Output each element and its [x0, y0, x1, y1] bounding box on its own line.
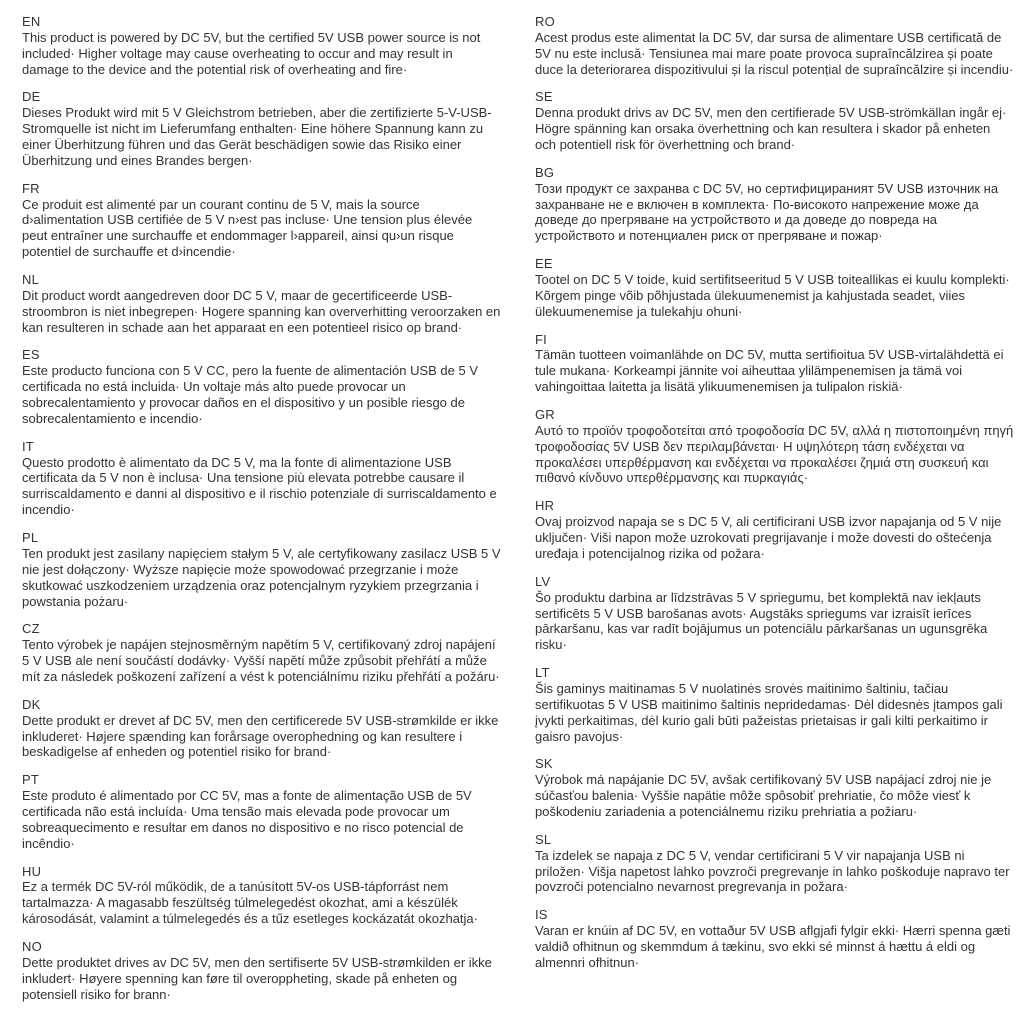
language-text: Denna produkt drivs av DC 5V, men den certifierade 5V USB-strömkällan ingår ej· Högre spänning kan orsaka överhettning och kan resultera i skador på enheten och potentiell risk för överhettning och brand· — [535, 105, 1007, 153]
language-section — [22, 772, 501, 851]
language-code: HU — [22, 863, 42, 879]
language-text: Varan er knúin af DC 5V, en vottaður 5V USB aflgjafi fylgir ekki· Hærri spenna gæti valdið ofhitnun og skemmdum á tækinu, svo ekki sé minnst á hættu á eldi og almennri ofhitnun· — [535, 923, 1011, 970]
language-section — [22, 530, 501, 609]
language-text: Dette produktet drives av DC 5V, men den sertifiserte 5V USB-strømkilden er ikke inkludert· Høyere spenning kan føre til overoppheting, skade på enheten og potensiell risiko for brann· — [22, 954, 492, 1002]
language-section — [22, 272, 501, 335]
language-code: PL — [22, 530, 39, 546]
language-section — [22, 347, 501, 426]
language-text: Questo prodotto è alimentato da DC 5 V, ma la fonte di alimentazione USB certificata da 5 V non è inclusa· Una tensione più elevata potrebbe causare il surriscaldamento e danni al dispositivo e il rischio potenziale di surriscaldamento e incendio· — [22, 454, 497, 518]
language-section — [22, 181, 501, 260]
language-text: Този продукт се захранва с DC 5V, но сертифицираният 5V USB източник на захранване не е включен в комплекта· По-високото напрежение може да доведе до прегряване на устройството и да доведе до повреда на устройството и потенциален риск от прегряване и пожар· — [535, 180, 999, 244]
language-code: FI — [535, 331, 547, 347]
language-section — [22, 14, 501, 77]
language-section — [22, 697, 501, 760]
language-text: Dieses Produkt wird mit 5 V Gleichstrom betrieben, aber die zertifizierte 5-V-USB-Stromquelle ist nicht im Lieferumfang enthalten· Eine höhere Spannung kann zu einer Überhitzung führen und das Gerät beschädigen sowie das Risiko einer Überhitzung und eines Brandes bergen· — [22, 105, 492, 168]
language-section — [22, 864, 501, 927]
language-text: Ez a termék DC 5V-ról működik, de a tanúsított 5V-os USB-tápforrást nem tartalmazza· A magasabb feszültség túlmelegedést okozhat, ami a készülék károsodását, valamint a túlmelegedés és a tűz esetleges kockázatát okozhatja· — [22, 879, 478, 927]
language-text: Ovaj proizvod napaja se s DC 5 V, ali certificirani USB izvor napajanja od 5 V nije uključen· Viši napon može uzrokovati pregrijavanje i može dovesti do oštećenja uređaja i potencijalnog rizika od požara· — [535, 514, 1002, 561]
language-section — [535, 498, 1014, 561]
language-text: Ten produkt jest zasilany napięciem stałym 5 V, ale certyfikowany zasilacz USB 5 V nie jest dołączony· Wyższe napięcie może spowodować przegrzanie i może skutkować uszkodzeniem urządzenia oraz potencjalnym ryzykiem przegrzania i powstania pożaru· — [22, 545, 501, 609]
language-code: EE — [535, 256, 553, 272]
language-text: Este producto funciona con 5 V CC, pero la fuente de alimentación USB de 5 V certificada no está incluida· Un voltaje más alto puede provocar un sobrecalentamiento y provocar daños en el dispositivo y un posible riesgo de sobrecalentamiento e incendio· — [22, 363, 478, 426]
right-column — [535, 14, 1014, 1016]
language-section — [535, 832, 1014, 895]
language-section — [535, 165, 1014, 244]
language-code: PT — [22, 772, 40, 788]
language-text: Výrobok má napájanie DC 5V, avšak certifikovaný 5V USB napájací zdroj nie je súčasťou balenia· Vyššie napätie môže spôsobiť prehriatie, čo môže viesť k poškodeniu zariadenia a potenciálnemu riziku prehriatia a požiaru· — [535, 772, 992, 819]
language-code: CZ — [22, 621, 40, 637]
language-text: Šis gaminys maitinamas 5 V nuolatinės srovės maitinimo šaltiniu, tačiau sertifikuotas 5 V USB maitinimo šaltinis nepridedamas· Dėl didesnės įtampos gali įvykti perkaitimas, dėl kurio gali būti pažeistas prietaisas ir gali kilti perkaitimo ir gaisro pavojus· — [535, 680, 1003, 744]
language-code: DK — [22, 696, 41, 712]
language-code: SE — [535, 89, 553, 105]
language-section — [535, 407, 1014, 486]
language-text: Ta izdelek se napaja z DC 5 V, vendar certificirani 5 V vir napajanja USB ni priložen· Višja napetost lahko povzroči pregrevanje in lahko poškoduje napravo ter povzroči potencialno nevarnost pregrevanja in požara· — [535, 847, 1010, 895]
language-section — [535, 907, 1014, 970]
language-text: Dit product wordt aangedreven door DC 5 V, maar de gecertificeerde USB-stroombron is niet inbegrepen· Hogere spanning kan oververhitting veroorzaken en kan resulteren in schade aan het apparaat en een potentieel risico op brand· — [22, 287, 501, 335]
language-code: BG — [535, 164, 555, 180]
language-section — [535, 574, 1014, 653]
language-text: Dette produkt er drevet af DC 5V, men den certificerede 5V USB-strømkilde er ikke inkluderet· Højere spænding kan forårsage overophedning og kan resultere i beskadigelse af enheden og potentiel risiko for brand· — [22, 712, 499, 760]
language-code: NL — [22, 272, 40, 288]
left-column — [22, 14, 501, 1016]
language-section — [535, 89, 1014, 152]
language-code: GR — [535, 407, 555, 423]
language-section — [535, 332, 1014, 395]
language-section — [22, 89, 501, 168]
language-text: Ce produit est alimenté par un courant continu de 5 V, mais la source d›alimentation USB certifiée de 5 V n›est pas incluse· Une tension plus élevée peut entraîner une surchauffe et endommager l›appareil, ainsi qu›un risque potentiel de surchauffe et d›incendie· — [22, 196, 473, 260]
language-code: DE — [22, 89, 41, 105]
language-code: IS — [535, 907, 548, 923]
language-text: Tämän tuotteen voimanlähde on DC 5V, mutta sertifioitua 5V USB-virtalähdettä ei tule mukana· Korkeampi jännite voi aiheuttaa ylilämpenemisen ja tämä voi vahingoittaa laitetta ja lisätä ylikuumenemisen ja tulipalon riskiä· — [535, 347, 1004, 395]
language-code: LT — [535, 665, 550, 681]
language-section — [535, 665, 1014, 744]
language-code: RO — [535, 14, 555, 29]
language-section — [535, 256, 1014, 319]
language-text: Šo produktu darbina ar līdzstrāvas 5 V spriegumu, bet komplektā nav iekļauts sertificēts 5 V USB barošanas avots· Augstāks spriegums var izraisīt ierīces pārkaršanu, kas var radīt bojājumus un potenciālu pārkaršanas un ugunsgrēka risku· — [535, 589, 988, 653]
language-code: IT — [22, 438, 34, 454]
language-code: SL — [535, 831, 552, 847]
language-code: SK — [535, 756, 553, 772]
language-text: Este produto é alimentado por CC 5V, mas a fonte de alimentação USB de 5V certificada não está incluída· Uma tensão mais elevada pode provocar um sobreaquecimento e resultar em danos no dispositivo e no risco potencial de incêndio· — [22, 788, 472, 851]
language-text: Tento výrobek je napájen stejnosměrným napětím 5 V, certifikovaný zdroj napájení 5 V USB ale není součástí dodávky· Vyšší napětí může způsobit přehřátí a může mít za následek poškození zařízení a vést k potenciálnímu riziku přehřátí a požáru· — [22, 637, 500, 684]
language-code: LV — [535, 573, 551, 589]
language-section — [22, 621, 501, 684]
language-text: Tootel on DC 5 V toide, kuid sertifitseeritud 5 V USB toiteallikas ei kuulu komplekti· Kõrgem pinge võib põhjustada ülekuumenemist ja kahjustada seadet, viies ülekuumenemise ja tulekahju ohuni· — [535, 272, 1010, 319]
language-code: NO — [22, 938, 42, 954]
language-section — [535, 756, 1014, 819]
language-code: HR — [535, 498, 555, 514]
language-code: FR — [22, 180, 40, 196]
language-code: EN — [22, 14, 41, 29]
language-section — [535, 14, 1014, 77]
language-section — [22, 439, 501, 518]
language-section — [22, 939, 501, 1002]
language-text: This product is powered by DC 5V, but the certified 5V USB power source is not included· Higher voltage may cause overheating to occur and may result in damage to the device and the potential risk of overheating and fire· — [22, 29, 481, 77]
language-text: Acest produs este alimentat la DC 5V, dar sursa de alimentare USB certificată de 5V nu este inclusă· Tensiunea mai mare poate provoca supraîncălzirea și poate duce la deteriorarea dispozitivului și la riscul potențial de supraîncălzire și incendiu· — [535, 29, 1014, 77]
language-code: ES — [22, 347, 40, 363]
language-text: Αυτό το προϊόν τροφοδοτείται από τροφοδοσία DC 5V, αλλά η πιστοποιημένη πηγή τροφοδοσίας 5V USB δεν περιλαμβάνεται· Η υψηλότερη τάση ενδέχεται να προκαλέσει υπερθέρμανση και ενδέχεται να προκαλέσει ζημιά στη συσκευή και πιθανό κίνδυνο υπερθέρμανσης και πυρκαγιάς· — [535, 422, 1014, 486]
